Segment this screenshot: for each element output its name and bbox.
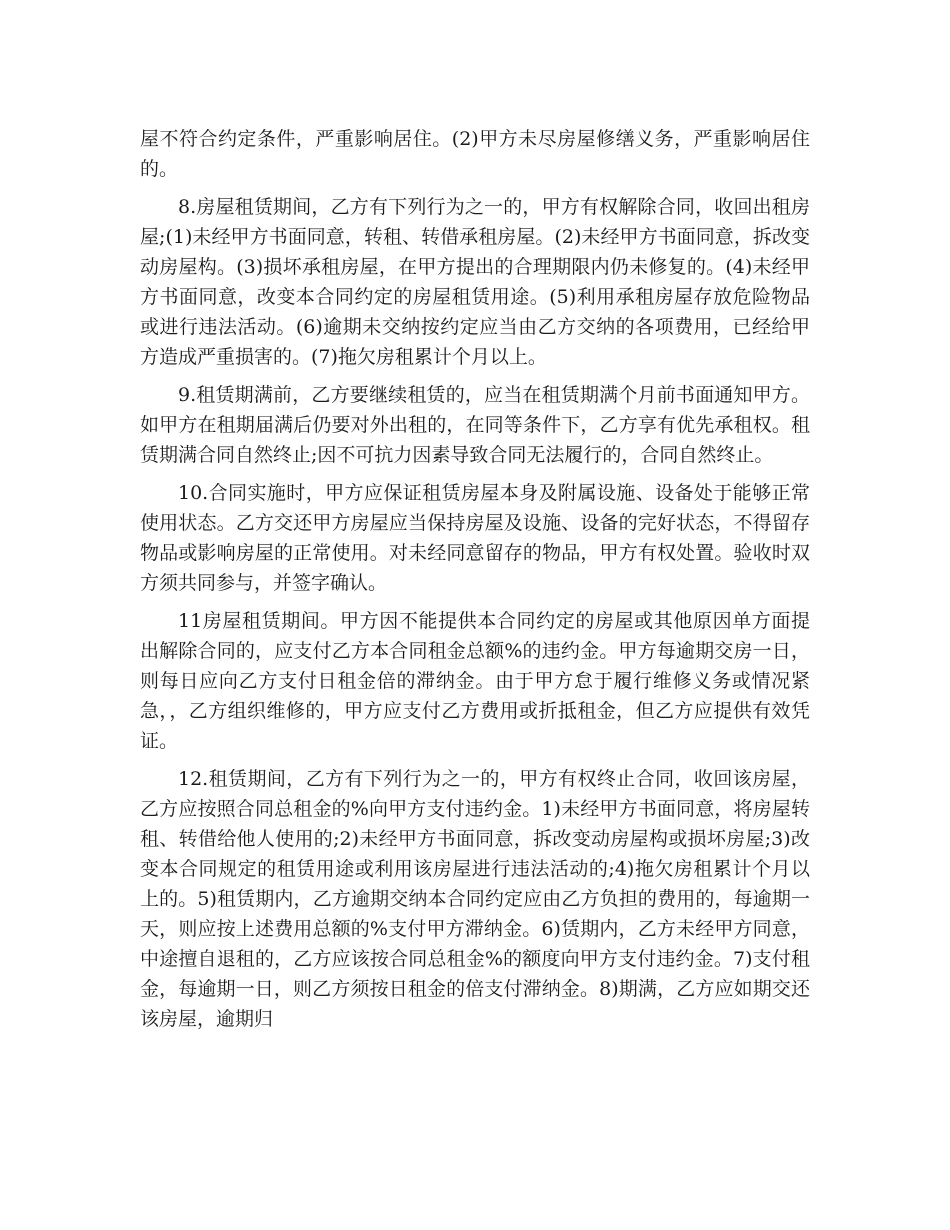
paragraph-clause-11: 11房屋租赁期间。甲方因不能提供本合同约定的房屋或其他原因单方面提出解除合同的，应支付乙方本合同租金总额%的违约金。甲方每逾期交房一日，则每日应向乙方支付日租金倍的滞纳金。由于甲方怠于履行维修义务或情况紧急，，乙方组织维修的，甲方应支付乙方费用或折抵租金，但乙方应提供有效凭证。 bbox=[140, 610, 810, 752]
document-body bbox=[140, 124, 810, 1042]
paragraph-clause-9: 9.租赁期满前，乙方要继续租赁的，应当在租赁期满个月前书面通知甲方。如甲方在租期届满后仍要对外出租的，在同等条件下，乙方享有优先承租权。租赁期满合同自然终止;因不可抗力因素导致合同无法履行的，合同自然终止。 bbox=[140, 384, 810, 466]
paragraph-clause-12: 12.租赁期间，乙方有下列行为之一的，甲方有权终止合同，收回该房屋，乙方应按照合同总租金的%向甲方支付违约金。1)未经甲方书面同意，将房屋转租、转借给他人使用的;2)未经甲方书面同意，拆改变动房屋构或损坏房屋;3)改变本合同规定的租赁用途或利用该房屋进行违法活动的;4)拖欠房租累计个月以上的。5)租赁期内，乙方逾期交纳本合同约定应由乙方负担的费用的，每逾期一天，则应按上述费用总额的%支付甲方滞纳金。6)赁期内，乙方未经甲方同意，中途擅自退租的，乙方应该按合同总租金%的额度向甲方支付违约金。7)支付租金，每逾期一日，则乙方须按日租金的倍支付滞纳金。8)期满，乙方应如期交还该房屋，逾期归 bbox=[140, 768, 810, 1030]
paragraph-continuation: 屋不符合约定条件，严重影响居住。(2)甲方未尽房屋修缮义务，严重影响居住的。 bbox=[140, 128, 810, 180]
paragraph-clause-8: 8.房屋租赁期间，乙方有下列行为之一的，甲方有权解除合同，收回出租房屋;(1)未经甲方书面同意，转租、转借承租房屋。(2)未经甲方书面同意，拆改变动房屋构。(3)损坏承租房屋，在甲方提出的合理期限内仍未修复的。(4)未经甲方书面同意，改变本合同约定的房屋租赁用途。(5)利用承租房屋存放危险物品或进行违法活动。(6)逾期未交纳按约定应当由乙方交纳的各项费用，已经给甲方造成严重损害的。(7)拖欠房租累计个月以上。 bbox=[140, 196, 810, 368]
paragraph-clause-10: 10.合同实施时，甲方应保证租赁房屋本身及附属设施、设备处于能够正常使用状态。乙方交还甲方房屋应当保持房屋及设施、设备的完好状态，不得留存物品或影响房屋的正常使用。对未经同意留存的物品，甲方有权处置。验收时双方须共同参与，并签字确认。 bbox=[140, 482, 810, 594]
